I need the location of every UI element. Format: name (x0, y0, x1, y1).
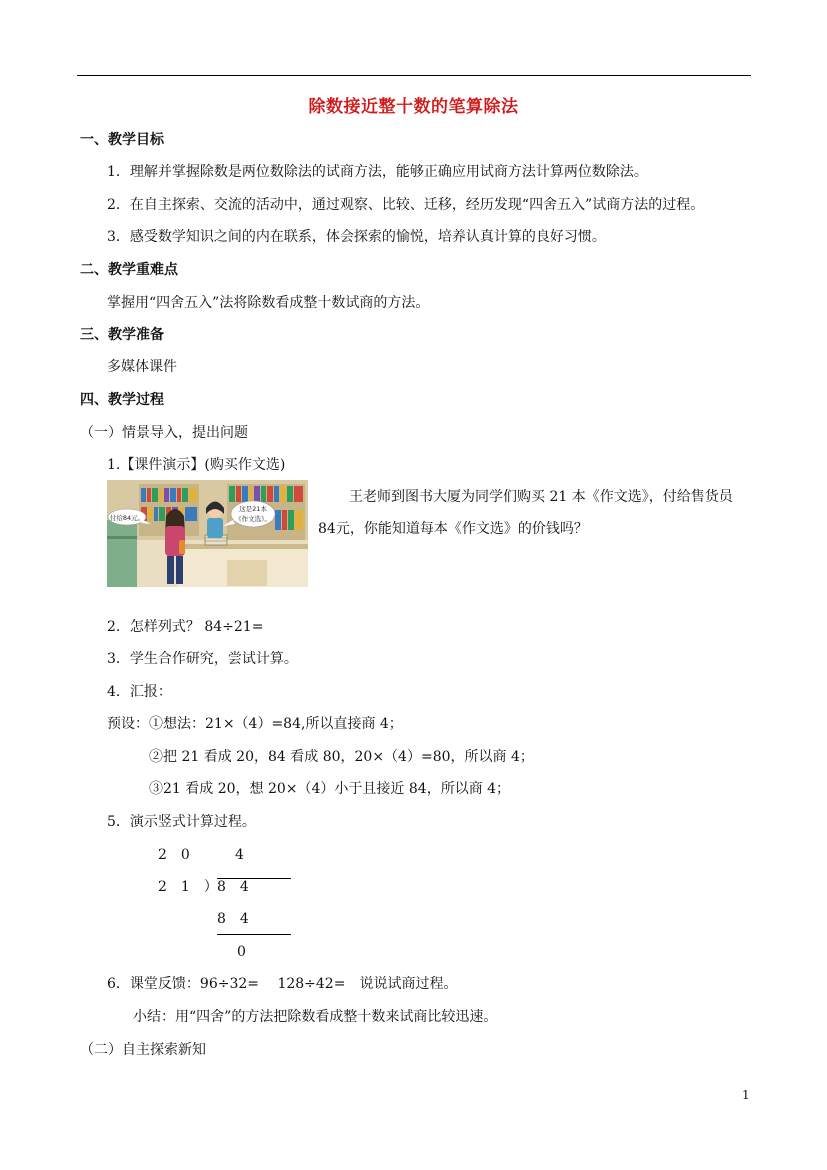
goal-item-3: 3．感受数学知识之间的内在联系，体会探索的愉悦，培养认真计算的良好习惯。 (107, 229, 606, 245)
goal-item-1: 1．理解并掌握除数是两位数除法的试商方法，能够正确应用试商方法计算两位数除法。 (107, 164, 648, 180)
summary: 小结：用“四舍”的方法把除数看成整十数来试商比较迅速。 (133, 1009, 498, 1025)
goal-item-2: 2．在自主探索、交流的活动中，通过观察、比较、迁移，经历发现“四舍五入”试商方法的过程。 (107, 197, 705, 213)
preset-3: ③21 看成 20，想 20×（4）小于且接近 84，所以商 4； (149, 781, 511, 797)
header-rule (77, 75, 751, 76)
page-title: 除数接近整十数的笔算除法 (308, 97, 519, 117)
bubble-left-text: 付给84元。 (109, 514, 145, 522)
subsection-heading-explore: （二）自主探索新知 (80, 1042, 206, 1058)
bubble-right-text-2: 《作文选》。 (235, 515, 271, 523)
subtraction-line (217, 934, 291, 935)
story-line-1: 王老师到图书大厦为同学们购买 21 本《作文选》，付给售货员 (349, 489, 733, 505)
product: 8 4 (217, 911, 249, 927)
page-number: 1 (742, 1088, 750, 1102)
step-2: 2．怎样列式？ 84÷21= (107, 619, 264, 635)
trial-divisor: 2 0 (158, 847, 190, 863)
section-heading-process: 四、教学过程 (80, 392, 164, 408)
step-6: 6．课堂反馈：96÷32= 128÷42= 说说试商过程。 (107, 976, 458, 992)
story-line-2: 84元，你能知道每本《作文选》的价钱吗？ (318, 521, 588, 537)
preset-2: ②把 21 看成 20，84 看成 80，20×（4）=80，所以商 4； (149, 749, 534, 765)
quotient: 4 (235, 847, 244, 863)
step-5: 5．演示竖式计算过程。 (107, 814, 256, 830)
bubble-right-text-1: 这是21本 (239, 505, 267, 513)
section-heading-preparation: 三、教学准备 (80, 327, 164, 343)
step-3: 3．学生合作研究，尝试计算。 (107, 651, 298, 667)
preset-1: 预设：①想法：21×（4）=84,所以直接商 4； (107, 716, 403, 732)
section-heading-goals: 一、教学目标 (80, 132, 164, 148)
step-4: 4．汇报： (107, 684, 172, 700)
remainder: 0 (237, 944, 246, 960)
subsection-heading-intro: （一）情景导入，提出问题 (80, 425, 248, 441)
step-1: 1.【课件演示】(购买作文选) (107, 457, 286, 473)
preparation-text: 多媒体课件 (107, 359, 177, 375)
divisor: 2 1 ） (158, 879, 218, 895)
keypoints-text: 掌握用“四舍五入”法将除数看成整十数试商的方法。 (107, 295, 430, 311)
bookstore-illustration (107, 480, 308, 587)
section-heading-keypoints: 二、教学重难点 (80, 262, 178, 278)
dividend: 8 4 (217, 879, 249, 895)
